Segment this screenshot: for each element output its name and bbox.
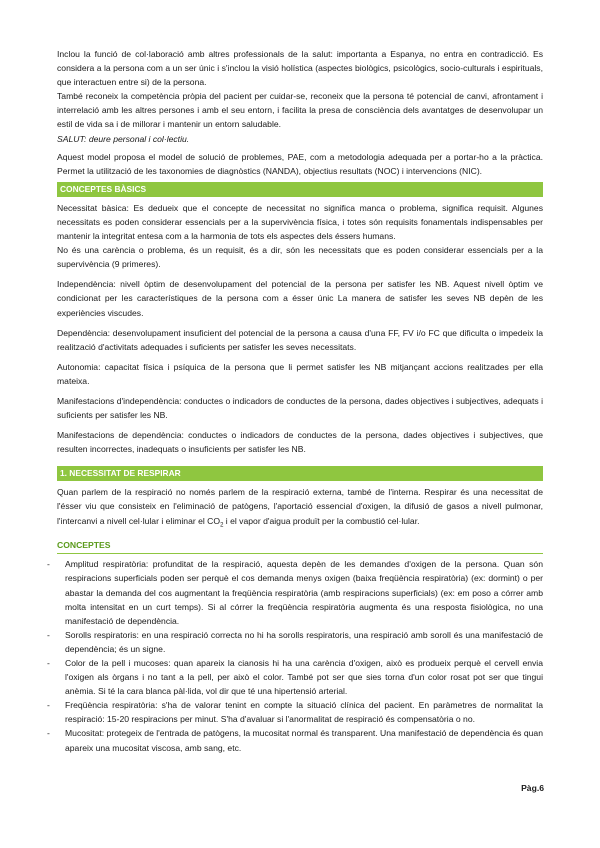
bullet-color: Color de la pell i mucoses: quan apareix la cianosis hi ha una carència d'oxigen, això es produeix perquè el cervell envia l'oxigen als òrgans i no tant a la pell, per això el color. També pot ser que sies torna d'un color rosat pot ser que tingui anèmia. Si té la cara blanca pàl·lida, vol dir que té una hipertensió arterial. [65,658,543,697]
bullet-mucositat: Mucositat: protegeix de l'entrada de patògens, la mucositat normal és transparent. Una manifestació de dependència és quan apareix una mucositat viscosa, amb sang, etc. [65,728,543,753]
respirar-intro-sub: 2 [220,522,224,529]
list-item [47,698,543,726]
intro-paragraph-1: Inclou la funció de col·laboració amb altres professionals de la salut: importanta a Espanya, no entra en contradicció. Es considera a la persona com a un ser únic i s'inclou la visió holística (aspectes biològics, psicològics, socio-culturals i espirituals, que interactuen entre si) de la persona. [57,49,543,88]
concepts-divider [57,553,543,554]
intro-paragraph-4: Aquest model proposa el model de solució de problemes, PAE, com a metodologia adequada per a portar-ho a la pràctica. Permet la utilització de les taxonomies de diagnòstics (NANDA), objectius resultats (NOC) i intervencions (NIC). [57,151,543,176]
dash-bullet: - [47,658,50,668]
page-number: Pàg.6 [521,783,544,793]
list-item [47,557,543,627]
list-item [47,628,543,656]
concepts-list [47,557,543,754]
dash-bullet: - [47,700,50,711]
concept-manifestacions-independencia: Manifestacions d'independència: conductes o indicadors de conductes de la persona, dades objectives i subjectives, adequats i suficients per satisfer les NB. [57,395,543,421]
respirar-intro-a: Quan parlem de la respiració no només parlem de la respiració externa, també de l'interna. Respirar és una necessitat de l'ésser viu que consisteix en l'eliminació de patògens, l'aportació essencial d'oxigen, la difusió de gasos a nivell pulmonar, l'intercanvi a nivell cel·lular i eliminar el CO [57,487,543,526]
respirar-intro [57,485,543,532]
section-heading-respirar: 1. NECESSITAT DE RESPIRAR [57,466,543,481]
concepts-subheading: CONCEPTES [57,540,111,551]
list-item [47,656,543,698]
intro-paragraph-2: També reconeix la competència pròpia del pacient per cuidar-se, reconeix que la persona té potencial de canvi, afrontament i interrelació amb les altres persones i amb el seu entorn, i facilita la presa de consciència dels avantatges de desenvolupar un estil de vida sa i de millorar i mantenir un entorn saludable. [57,91,543,130]
bullet-frequencia: Freqüència respiratòria: s'ha de valorar tenint en compte la situació clínica del pacient. En paràmetres de normalitat la respiració: 15-20 respiracions per minut. S'ha d'avaluar si l'anormalitat de respiració és compensatòria o no. [65,700,543,725]
concept-necessitat-basica-note: No és una carència o problema, és un requisit, és a dir, són les necessitats que es poden considerar essencials per a la supervivència (9 primeres). [57,245,543,270]
dash-bullet: - [47,629,50,640]
respirar-intro-b: i el vapor d'aigua produït per la combustió cel·lular. [223,515,420,526]
dash-bullet: - [47,559,50,570]
concept-autonomia: Autonomia: capacitat física i psíquica de la persona que li permet satisfer les NB mitjançant accions realitzades per ella mateixa. [57,361,543,386]
intro-paragraph-3: SALUT: deure personal i col·lectiu. [57,133,190,144]
concept-dependencia: Dependència: desenvolupament insuficient del potencial de la persona a causa d'una FF, FV i/o FC que dificulta o impedeix la realització d'activitats adequades i suficients per satisfer les seves necessitats. [57,327,543,352]
dash-bullet: - [47,728,50,739]
bullet-sorolls: Sorolls respiratoris: en una respiració correcta no hi ha sorolls respiratoris, una respiració amb soroll és una manifestació de dependència; és un signe. [65,629,543,654]
concept-necessitat-basica: Necessitat bàsica: Es dedueix que el concepte de necessitat no significa manca o problema, significa requisit. Algunes necessitats es poden considerar essencials per a la supervivència física, i totes són requisits fonamentals indispensables per mantenir la integritat entesa com a la harmonia de tots els aspectes dels éssers humans. [57,202,543,242]
page-content [47,47,543,755]
section-heading-basic-concepts: CONCEPTES BÀSICS [57,182,543,197]
bullet-amplitud: Amplitud respiratòria: profunditat de la respiració, aquesta depèn de les demandes d'oxigen de la persona. Quan són respiracions superficials poden ser perquè el cos demanda menys oxigen (baixa freqüència respiratòria) (ex: dormint) o per abastar la demanda del cos augmentant la freqüència respiratòria (amb respiracions superficials) (ex: em poso a córrer amb molta intensitat en un curt temps). Si al córrer la freqüència respiratòria augmenta és una resposta fisiològica, no una manifestació de dependència. [65,559,543,626]
concept-manifestacions-dependencia: Manifestacions de dependència: conductes o indicadors de conductes de la persona, dades objectives i subjectives, que resulten incorrectes, inadequats o insuficients per satisfer les NB. [57,430,543,455]
list-item [47,726,543,754]
concept-independencia: Independència: nivell òptim de desenvolupament del potencial de la persona per satisfer les NB. Aquest nivell òptim ve condicionat per les característiques de la persona com a ésser únic La manera de satisfer les seves NB depèn de les experiències viscudes. [57,279,543,318]
